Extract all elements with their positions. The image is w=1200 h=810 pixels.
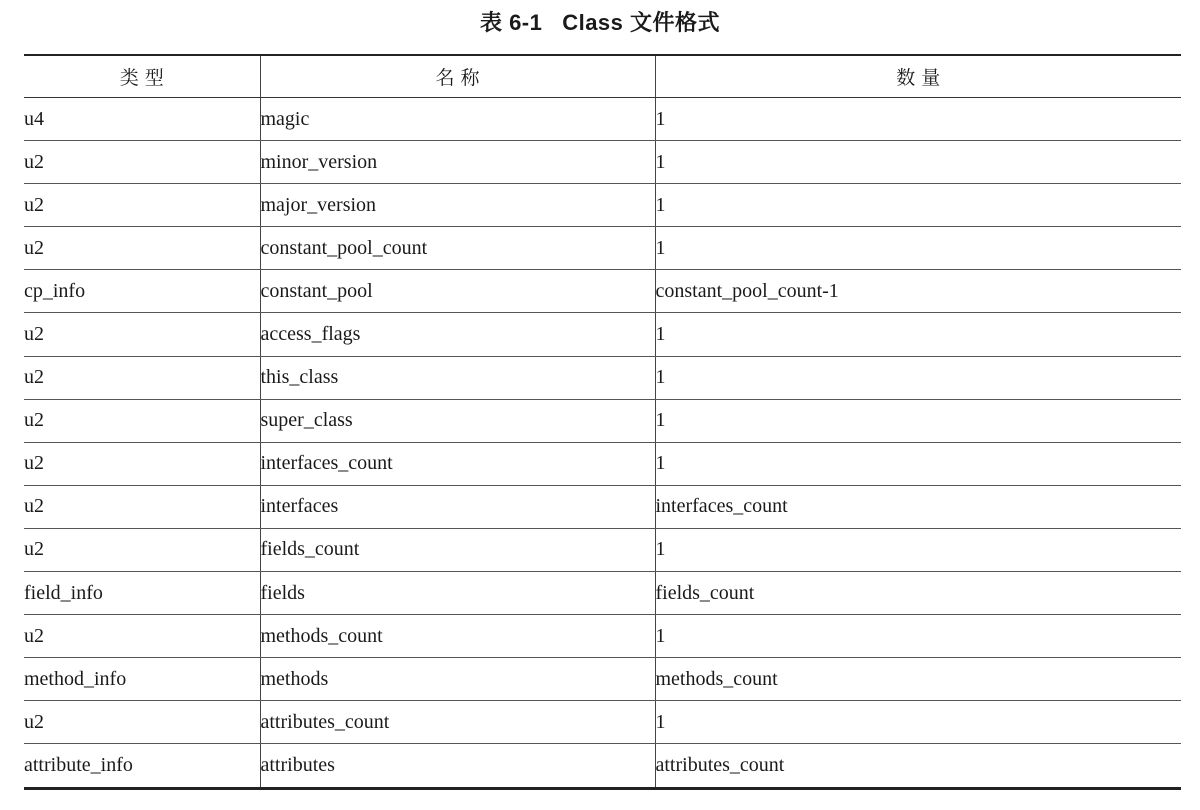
header-name: 名 称 bbox=[260, 55, 655, 98]
cell-name: attributes bbox=[260, 744, 655, 788]
cell-name: interfaces_count bbox=[260, 442, 655, 485]
table-row bbox=[24, 313, 1181, 356]
cell-name: methods bbox=[260, 658, 655, 701]
table-body bbox=[24, 98, 1181, 789]
table-row bbox=[24, 528, 1181, 571]
cell-name: fields_count bbox=[260, 528, 655, 571]
cell-count: 1 bbox=[655, 98, 1181, 141]
table-row bbox=[24, 572, 1181, 615]
cell-type: u2 bbox=[24, 485, 260, 528]
cell-name: methods_count bbox=[260, 615, 655, 658]
header-count: 数 量 bbox=[655, 55, 1181, 98]
cell-type: u2 bbox=[24, 615, 260, 658]
cell-name: major_version bbox=[260, 184, 655, 227]
table-row bbox=[24, 485, 1181, 528]
table-caption: 表 6-1 Class 文件格式 bbox=[479, 10, 721, 35]
cell-count: 1 bbox=[655, 442, 1181, 485]
cell-type: u2 bbox=[24, 184, 260, 227]
cell-count: 1 bbox=[655, 528, 1181, 571]
cell-type: u2 bbox=[24, 528, 260, 571]
cell-count: 1 bbox=[655, 701, 1181, 744]
table-row bbox=[24, 270, 1181, 313]
table-header-row bbox=[24, 55, 1181, 98]
cell-type: u2 bbox=[24, 399, 260, 442]
cell-count: attributes_count bbox=[655, 744, 1181, 788]
table-row bbox=[24, 141, 1181, 184]
cell-name: this_class bbox=[260, 356, 655, 399]
cell-type: u2 bbox=[24, 141, 260, 184]
cell-count: 1 bbox=[655, 184, 1181, 227]
cell-count: 1 bbox=[655, 399, 1181, 442]
cell-type: u2 bbox=[24, 442, 260, 485]
cell-type: u2 bbox=[24, 701, 260, 744]
cell-type: cp_info bbox=[24, 270, 260, 313]
cell-name: interfaces bbox=[260, 485, 655, 528]
table-row bbox=[24, 744, 1181, 788]
cell-name: constant_pool_count bbox=[260, 227, 655, 270]
table-row bbox=[24, 227, 1181, 270]
cell-type: u2 bbox=[24, 356, 260, 399]
cell-type: field_info bbox=[24, 572, 260, 615]
table-row bbox=[24, 356, 1181, 399]
cell-count: 1 bbox=[655, 227, 1181, 270]
cell-name: super_class bbox=[260, 399, 655, 442]
cell-count: 1 bbox=[655, 313, 1181, 356]
table-row bbox=[24, 442, 1181, 485]
cell-name: constant_pool bbox=[260, 270, 655, 313]
cell-type: attribute_info bbox=[24, 753, 133, 776]
table-row bbox=[24, 615, 1181, 658]
cell-name: minor_version bbox=[260, 141, 655, 184]
cell-type: u2 bbox=[24, 313, 260, 356]
table-row bbox=[24, 98, 1181, 141]
cell-count: 1 bbox=[655, 141, 1181, 184]
cell-count: 1 bbox=[655, 615, 1181, 658]
cell-count: interfaces_count bbox=[655, 485, 1181, 528]
cell-count: fields_count bbox=[655, 572, 1181, 615]
class-file-format-table bbox=[24, 54, 1181, 790]
cell-type: method_info bbox=[24, 658, 260, 701]
cell-name: magic bbox=[260, 98, 655, 141]
table-row bbox=[24, 701, 1181, 744]
cell-name: fields bbox=[260, 572, 655, 615]
cell-type: u2 bbox=[24, 227, 260, 270]
cell-count: 1 bbox=[655, 356, 1181, 399]
cell-count: methods_count bbox=[655, 658, 1181, 701]
table-row bbox=[24, 658, 1181, 701]
header-type: 类 型 bbox=[24, 55, 260, 98]
cell-name: attributes_count bbox=[260, 701, 655, 744]
cell-type: u4 bbox=[24, 98, 260, 141]
table-row bbox=[24, 399, 1181, 442]
table-row bbox=[24, 184, 1181, 227]
cell-count: constant_pool_count-1 bbox=[655, 270, 1181, 313]
cell-name: access_flags bbox=[260, 313, 655, 356]
